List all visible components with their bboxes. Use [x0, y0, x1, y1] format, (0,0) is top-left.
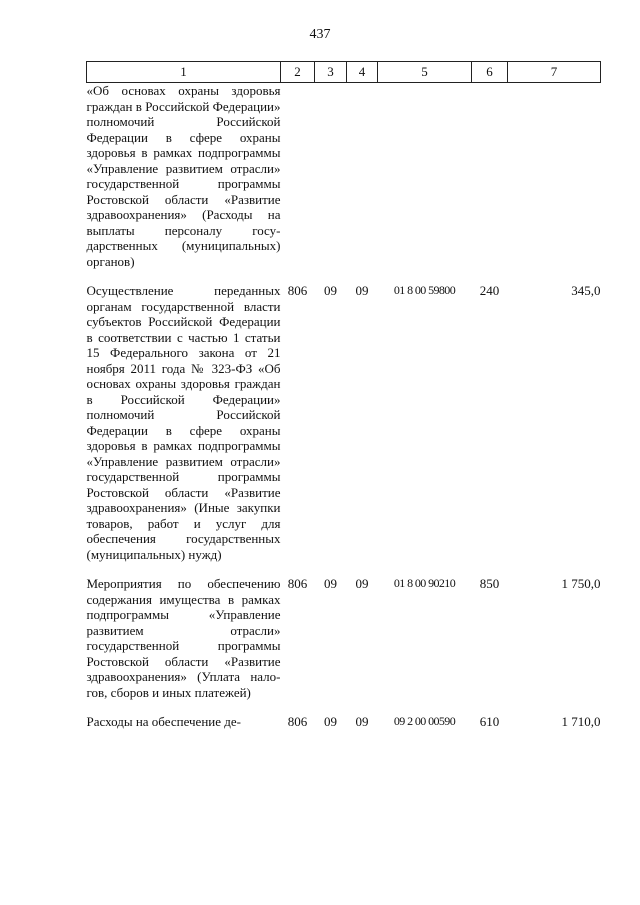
section-code: 09 — [324, 714, 337, 729]
table-row — [87, 83, 601, 284]
target-article-code: 01 8 00 90210 — [393, 576, 456, 590]
column-header: 1 — [87, 62, 281, 83]
expense-type-code: 850 — [479, 576, 500, 591]
page-number: 437 — [309, 27, 331, 42]
expense-type-code — [472, 83, 508, 284]
subsection-code: 09 — [355, 576, 369, 591]
amount: 1 750,0 — [561, 576, 601, 591]
amount: 1 710,0 — [561, 714, 601, 729]
table-row — [87, 283, 601, 576]
subsection-code: 09 — [355, 714, 369, 729]
subsection-code — [347, 83, 378, 284]
expense-name: Осуществление переданных органам государственной власти субъектов Российской Федерации в соответствии с частью 1 статьи 15 Федерального закона от 21 ноября 2011 года № 323-ФЗ «Об основах охраны здоровья граждан в Российской Федерации» полномочий Российской Федерации в сфере охраны здоровья в рамках подпрограммы «Управление развитием отрасли» государственной программы Ростовской области «Развитие здравоохранения» (Иные закупки товаров, работ и услуг для обеспечения государственных (муниципальных) нужд) — [86, 283, 281, 562]
expense-name: Мероприятия по обеспечению содержания имущества в рамках подпрограммы «Управление развитием отрасли» государственной программы Ростовской области «Развитие здравоохранения» (Уплата налогов, сборов и иных платежей) — [86, 576, 281, 700]
table-row — [87, 714, 601, 730]
amount — [508, 83, 601, 284]
ministry-code: 806 — [287, 283, 308, 298]
ministry-code — [281, 83, 315, 284]
ministry-code: 806 — [287, 714, 308, 729]
column-header: 7 — [508, 62, 601, 83]
column-header: 3 — [315, 62, 347, 83]
column-header: 6 — [472, 62, 508, 83]
target-article-code — [378, 83, 472, 284]
expense-name: «Об основах охраны здоровья граждан в Российской Федерации» полномочий Российской Федерации в сфере охраны здоровья в рамках подпрограммы «Управление развитием отрасли» государственной программы Ростовской области «Развитие здравоохранения» (Расходы на выплаты персоналу государственных (муниципальных) органов) — [86, 83, 281, 269]
column-header: 4 — [347, 62, 378, 83]
expense-type-code: 240 — [479, 283, 500, 298]
budget-table — [86, 61, 601, 730]
header-row — [87, 62, 601, 83]
expense-name: Расходы на обеспечение де- — [86, 714, 241, 729]
section-code: 09 — [324, 576, 337, 591]
target-article-code: 01 8 00 59800 — [393, 283, 456, 297]
section-code: 09 — [324, 283, 337, 298]
ministry-code: 806 — [287, 576, 308, 591]
target-article-code: 09 2 00 00590 — [393, 714, 456, 728]
column-header: 2 — [281, 62, 315, 83]
subsection-code: 09 — [355, 283, 369, 298]
amount: 345,0 — [571, 283, 601, 298]
table-row — [87, 576, 601, 714]
section-code — [315, 83, 347, 284]
expense-type-code: 610 — [479, 714, 500, 729]
column-header: 5 — [378, 62, 472, 83]
